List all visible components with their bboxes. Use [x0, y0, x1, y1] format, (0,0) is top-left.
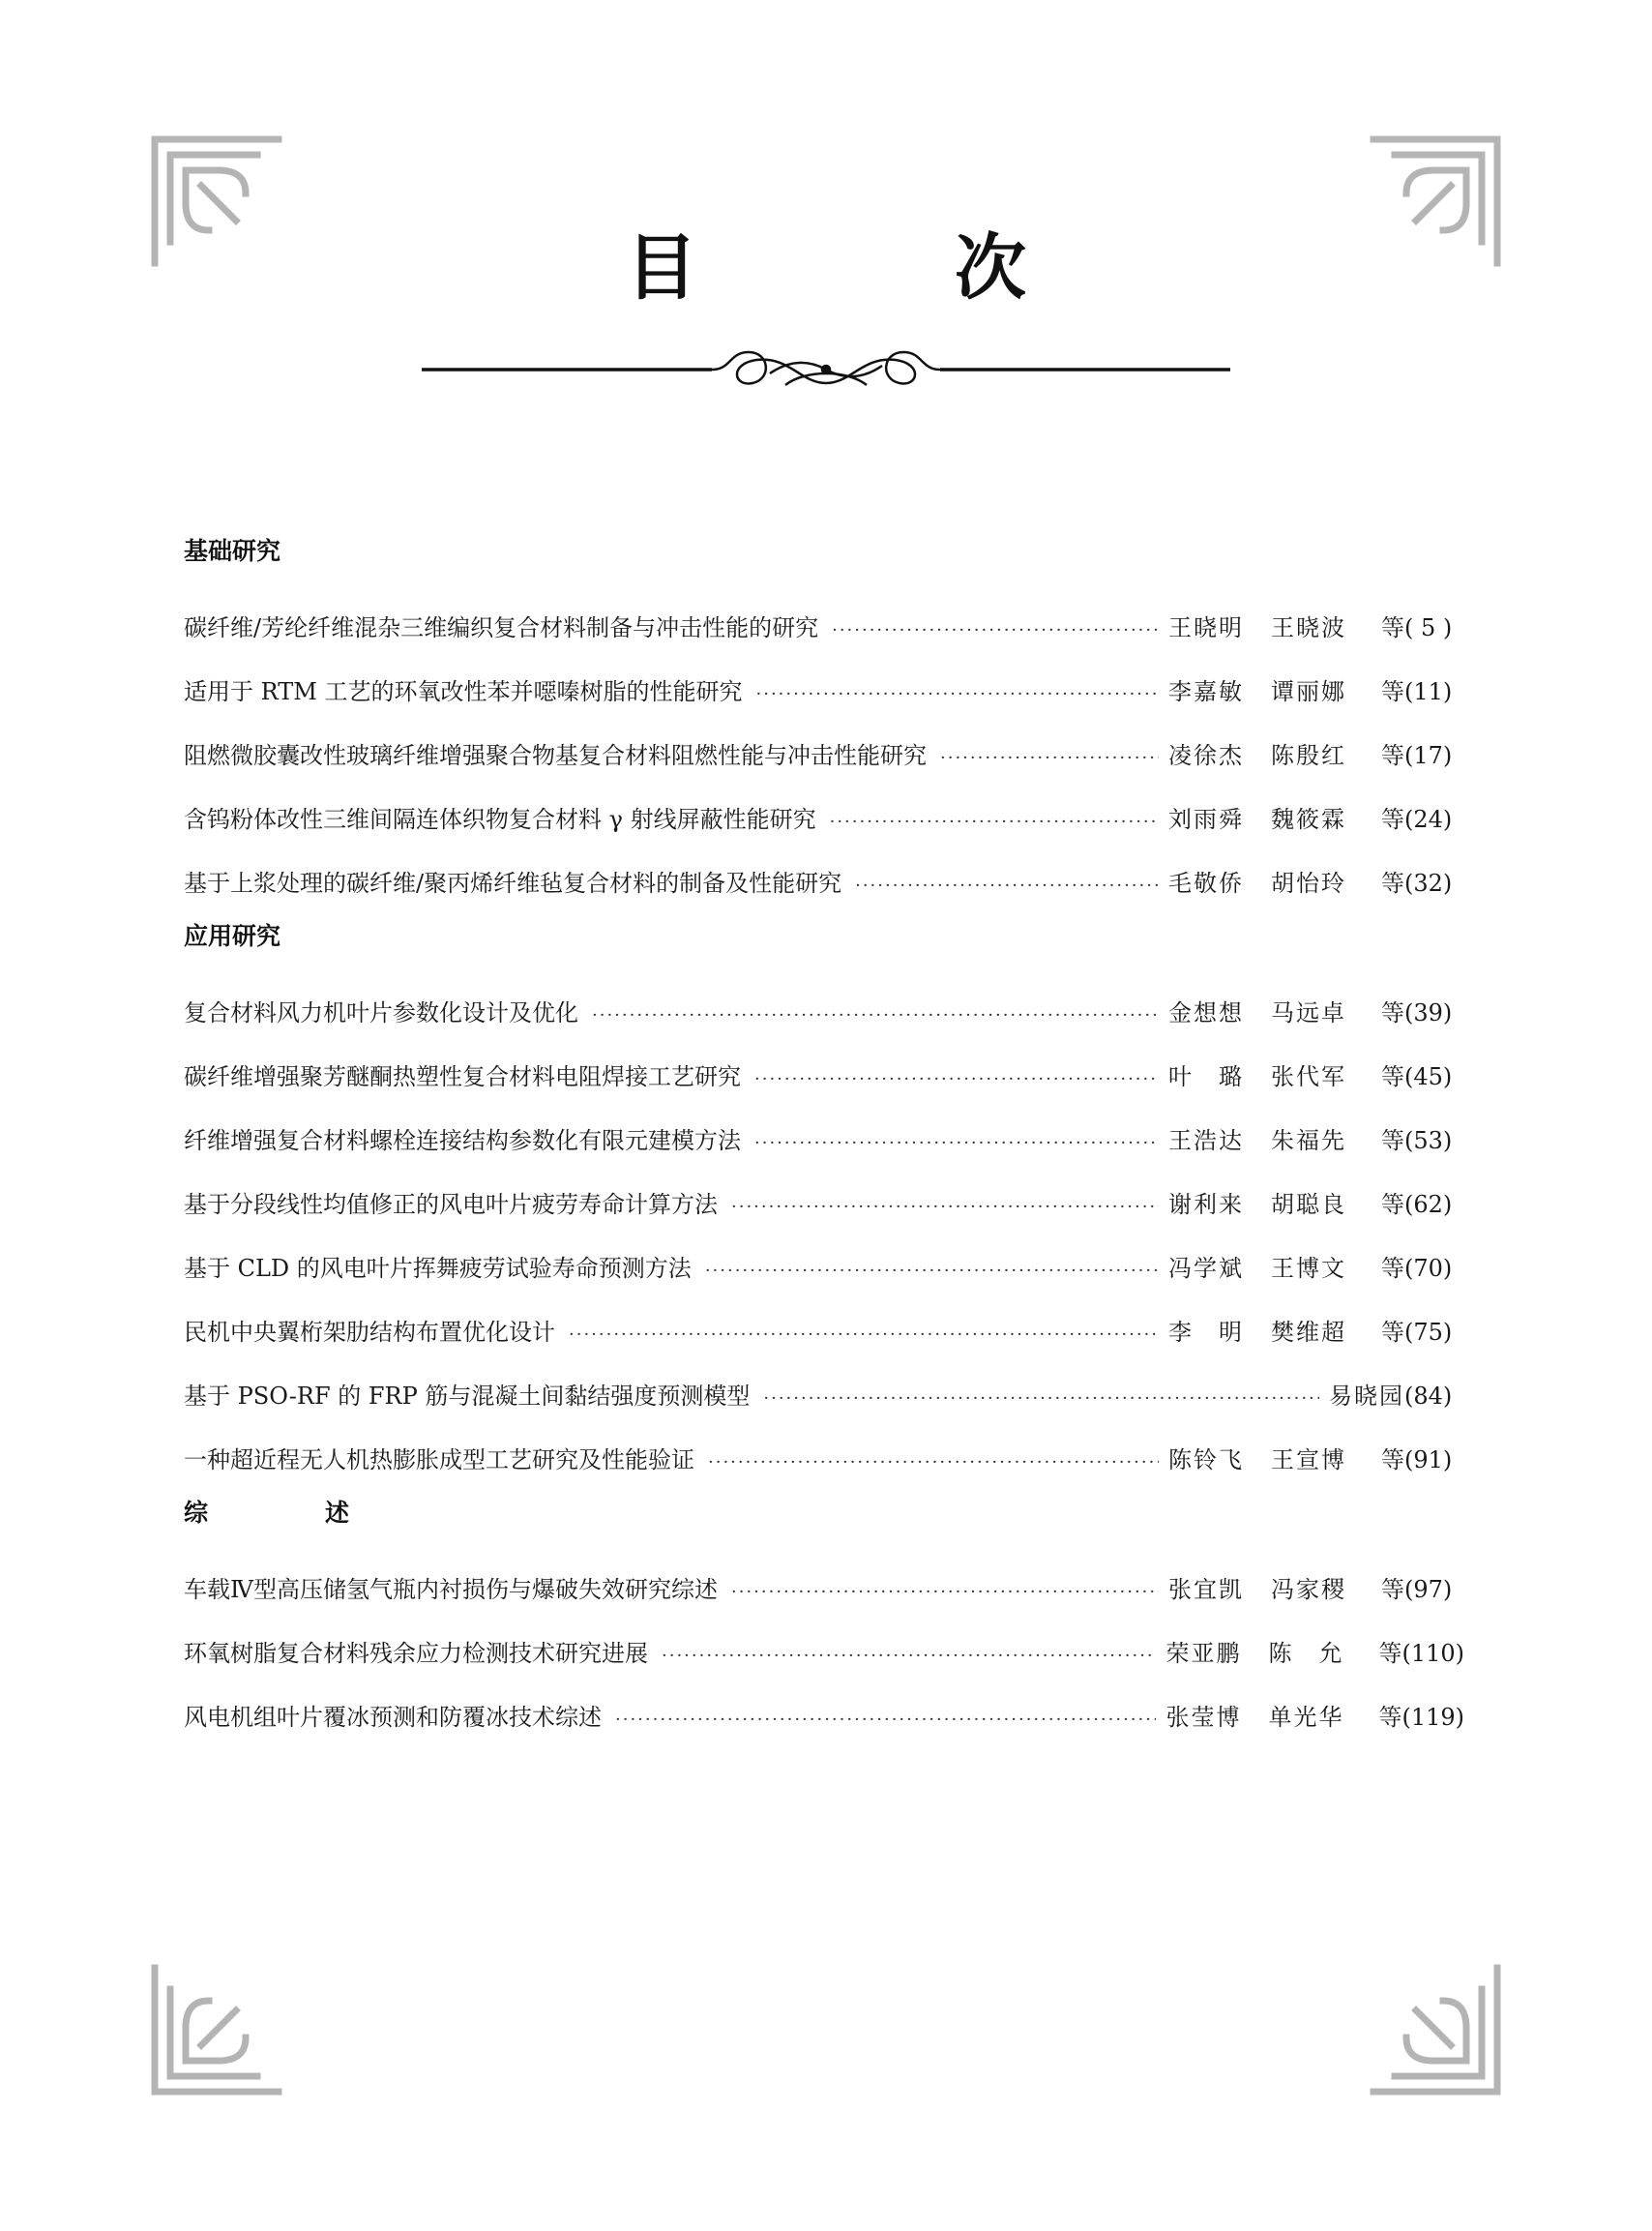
entry-author: 胡聪良: [1271, 1191, 1346, 1218]
entry-author: 冯学斌: [1168, 1255, 1244, 1282]
entry-page: (53): [1404, 1127, 1453, 1154]
toc-entry[interactable]: [184, 1364, 1464, 1428]
dot-leader: [763, 1367, 1319, 1431]
toc-entry[interactable]: [184, 1173, 1464, 1236]
entry-author: 荣亚鹏: [1165, 1640, 1242, 1667]
entry-author: 张宜凯: [1168, 1576, 1244, 1603]
entry-page: (45): [1404, 1063, 1453, 1090]
entry-etal: 等: [1381, 1576, 1404, 1603]
entry-page: (84): [1404, 1383, 1453, 1410]
dot-leader: [731, 1175, 1159, 1239]
entry-author: 朱福先: [1271, 1127, 1346, 1154]
section-heading: 应用研究: [184, 922, 281, 950]
entry-author: 金想想: [1168, 999, 1244, 1026]
entry-title: 复合材料风力机叶片参数化设计及优化: [184, 999, 578, 1026]
entry-etal: 等: [1381, 1446, 1404, 1473]
table-of-contents: [184, 530, 1464, 1749]
entry-author: 毛敬侨: [1168, 870, 1244, 897]
entry-author: 王宣博: [1271, 1446, 1346, 1473]
dot-leader: [855, 854, 1159, 918]
entry-title: 阻燃微胶囊改性玻璃纤维增强聚合物基复合材料阻燃性能与冲击性能研究: [184, 742, 927, 769]
entry-etal: 等: [1381, 742, 1404, 769]
entry-page: (32): [1404, 870, 1453, 897]
entry-page: (97): [1404, 1576, 1453, 1603]
entry-page: (110): [1401, 1640, 1464, 1667]
dot-leader: [705, 1239, 1159, 1303]
dot-leader: [754, 1112, 1159, 1175]
entry-author: 陈 允: [1268, 1640, 1344, 1667]
entry-page: (11): [1404, 678, 1453, 705]
toc-entry[interactable]: [184, 660, 1464, 724]
entry-page: (70): [1404, 1255, 1453, 1282]
entry-author: 谢利来: [1168, 1191, 1244, 1218]
entry-etal: 等: [1381, 1319, 1404, 1346]
entry-author: 易晓园: [1329, 1383, 1404, 1410]
entry-author: 李嘉敏: [1168, 678, 1244, 705]
dot-leader: [830, 790, 1159, 854]
toc-entry[interactable]: [184, 1558, 1464, 1621]
dot-leader: [615, 1688, 1156, 1752]
dot-leader: [731, 1561, 1159, 1624]
entry-author: 魏筱霖: [1271, 806, 1346, 833]
entry-author: 王博文: [1271, 1255, 1346, 1282]
entry-author: 谭丽娜: [1271, 678, 1346, 705]
dot-leader: [754, 1048, 1159, 1112]
entry-page: (75): [1404, 1319, 1453, 1346]
entry-etal: 等: [1381, 999, 1404, 1026]
entry-author: 李 明: [1168, 1319, 1244, 1346]
entry-etal: 等: [1378, 1640, 1402, 1667]
entry-title: 基于 CLD 的风电叶片挥舞疲劳试验寿命预测方法: [184, 1255, 692, 1282]
entry-etal: 等: [1381, 614, 1404, 641]
entry-author: 张代军: [1271, 1063, 1346, 1090]
toc-entry[interactable]: [184, 1236, 1464, 1300]
entry-author: 王晓明: [1168, 614, 1244, 641]
toc-entry[interactable]: [184, 1300, 1464, 1364]
entry-author: 叶 璐: [1168, 1063, 1244, 1090]
entry-etal: 等: [1381, 678, 1404, 705]
entry-author: 凌徐杰: [1168, 742, 1244, 769]
section-heading: 综 述: [184, 1499, 397, 1527]
entry-page: (17): [1404, 742, 1453, 769]
toc-entry[interactable]: [184, 1428, 1464, 1492]
toc-entry[interactable]: [184, 1621, 1464, 1685]
entry-author: 冯家稷: [1271, 1576, 1346, 1603]
dot-leader: [756, 663, 1160, 727]
dot-leader: [940, 727, 1159, 790]
entry-title: 民机中央翼桁架肋结构布置优化设计: [184, 1319, 555, 1346]
page-title: 目 次: [626, 226, 1119, 310]
entry-author: 陈殷红: [1271, 742, 1346, 769]
entry-author: 刘雨舜: [1168, 806, 1244, 833]
entry-etal: 等: [1381, 1255, 1404, 1282]
entry-title: 纤维增强复合材料螺栓连接结构参数化有限元建模方法: [184, 1127, 741, 1154]
entry-author: 陈铃飞: [1168, 1446, 1244, 1473]
entry-author: 单光华: [1268, 1704, 1344, 1731]
entry-title: 车载Ⅳ型高压储氢气瓶内衬损伤与爆破失效研究综述: [184, 1576, 718, 1603]
entry-title: 基于分段线性均值修正的风电叶片疲劳寿命计算方法: [184, 1191, 718, 1218]
entry-author: 王晓波: [1271, 614, 1346, 641]
entry-title: 基于 PSO-RF 的 FRP 筋与混凝土间黏结强度预测模型: [184, 1383, 751, 1410]
entry-page: ( 5 ): [1404, 614, 1453, 641]
entry-author: 樊维超: [1271, 1319, 1346, 1346]
toc-entry[interactable]: [184, 1045, 1464, 1109]
entry-author: 王浩达: [1168, 1127, 1244, 1154]
entry-author: 胡怡玲: [1271, 870, 1346, 897]
entry-title: 适用于 RTM 工艺的环氧改性苯并噁嗪树脂的性能研究: [184, 678, 743, 705]
entry-title: 含钨粉体改性三维间隔连体织物复合材料 γ 射线屏蔽性能研究: [184, 806, 816, 833]
toc-entry[interactable]: [184, 1685, 1464, 1749]
dot-leader: [662, 1624, 1156, 1688]
ornamental-corner-icon: [151, 1964, 282, 2096]
entry-etal: 等: [1381, 806, 1404, 833]
entry-title: 风电机组叶片覆冰预测和防覆冰技术综述: [184, 1704, 602, 1731]
toc-entry[interactable]: [184, 724, 1464, 788]
flourish-divider-icon: [422, 341, 1230, 399]
entry-title: 碳纤维/芳纶纤维混杂三维编织复合材料制备与冲击性能的研究: [184, 614, 819, 641]
dot-leader: [708, 1431, 1159, 1495]
toc-entry[interactable]: [184, 596, 1464, 660]
entry-title: 一种超近程无人机热膨胀成型工艺研究及性能验证: [184, 1446, 694, 1473]
toc-entry[interactable]: [184, 981, 1464, 1045]
entry-title: 基于上浆处理的碳纤维/聚丙烯纤维毡复合材料的制备及性能研究: [184, 870, 842, 897]
dot-leader: [569, 1303, 1159, 1367]
toc-entry[interactable]: [184, 851, 1464, 915]
entry-page: (24): [1404, 806, 1453, 833]
entry-etal: 等: [1381, 870, 1404, 897]
ornamental-corner-icon: [1370, 1964, 1501, 2096]
entry-author: 张莹博: [1165, 1704, 1242, 1731]
dot-leader: [832, 599, 1159, 663]
entry-page: (39): [1404, 999, 1453, 1026]
dot-leader: [592, 984, 1159, 1048]
entry-etal: 等: [1381, 1127, 1404, 1154]
section-heading: 基础研究: [184, 537, 281, 565]
toc-entry[interactable]: [184, 1109, 1464, 1173]
entry-author: 马远卓: [1271, 999, 1346, 1026]
entry-etal: 等: [1381, 1063, 1404, 1090]
entry-title: 环氧树脂复合材料残余应力检测技术研究进展: [184, 1640, 648, 1667]
entry-etal: 等: [1378, 1704, 1402, 1731]
entry-etal: 等: [1381, 1191, 1404, 1218]
entry-page: (91): [1404, 1446, 1453, 1473]
entry-page: (62): [1404, 1191, 1453, 1218]
entry-title: 碳纤维增强聚芳醚酮热塑性复合材料电阻焊接工艺研究: [184, 1063, 741, 1090]
toc-entry[interactable]: [184, 788, 1464, 851]
entry-page: (119): [1401, 1704, 1464, 1731]
